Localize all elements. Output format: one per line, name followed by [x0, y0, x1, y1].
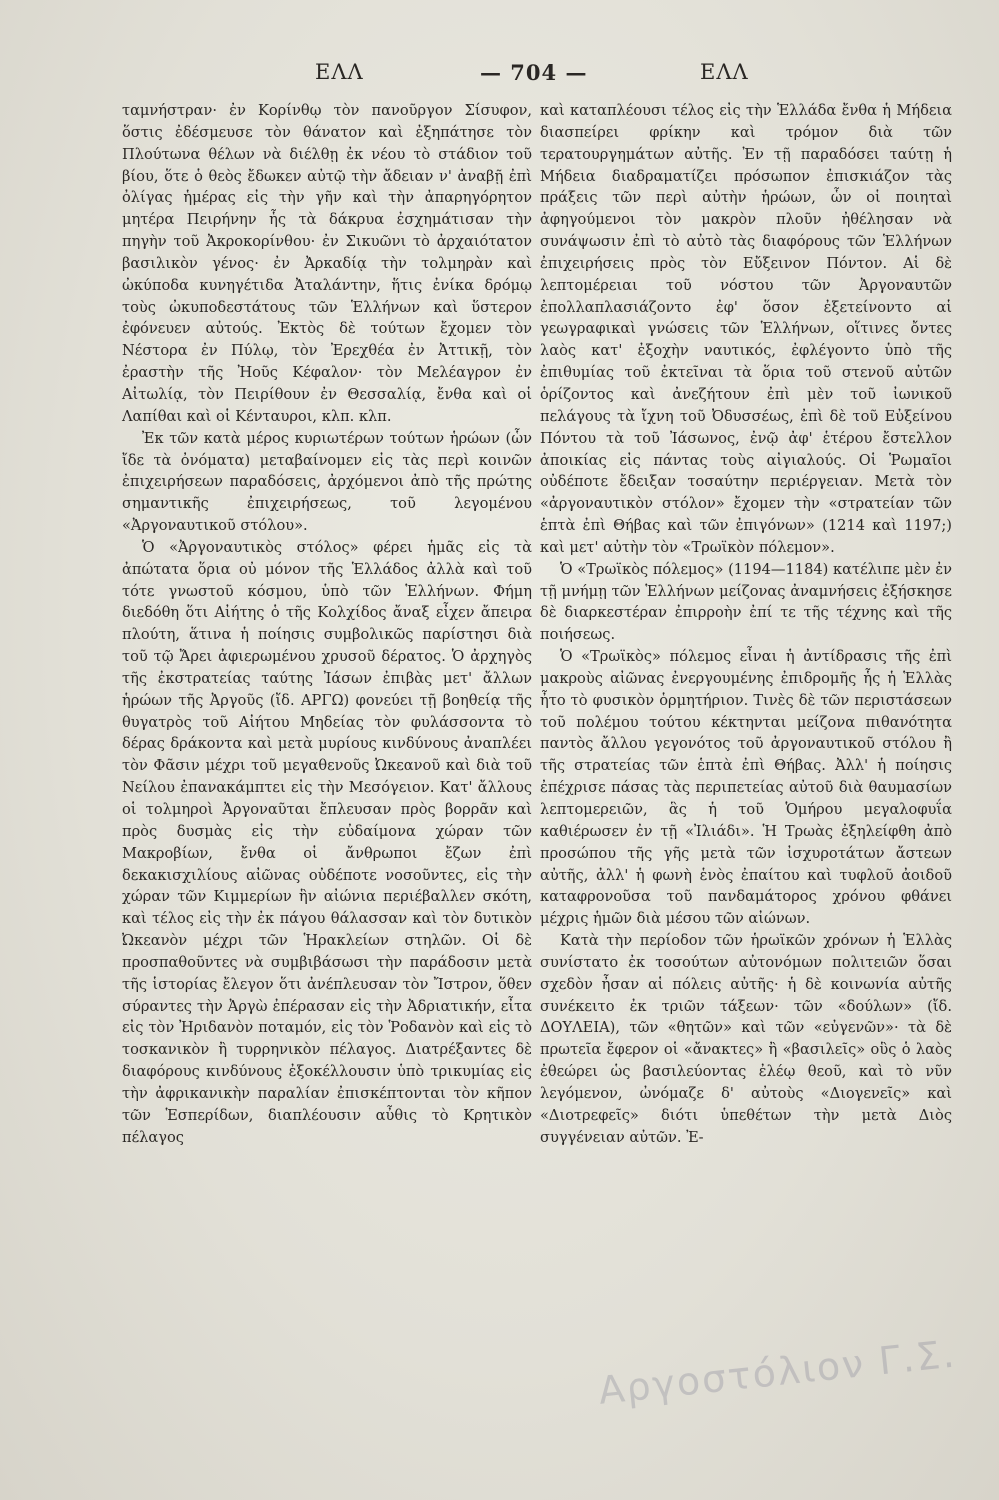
library-watermark: Αργοστόλιον Γ.Σ.: [596, 1331, 959, 1413]
right-paragraph-3: Ὁ «Τρωϊκὸς» πόλεμος εἶναι ἡ ἀντίδρασις τῆς ἐπὶ μακροὺς αἰῶνας ἐνεργουμένης ἐπιδρομῆς ἧς ἡ Ἑλλὰς ἦτο τὸ φυσικὸν ὁρμητήριον. Τινὲς δὲ τῶν περιστάσεων τοῦ πολέμου τούτου κέκτηνται μείζονα πιθανότητα παντὸς ἄλλου γεγονότος τοῦ ἀργοναυτικοῦ στόλου ἢ τῆς στρατείας τῶν ἑπτὰ ἐπὶ Θήβας. Ἀλλ' ἡ ποίησις ἐπέχρισε πάσας τὰς περιπετείας αὐτοῦ διὰ θαυμασίων λεπτομερειῶν, ἃς ἡ τοῦ Ὁμήρου μεγαλοφυΐα καθιέρωσεν ἐν τῇ «Ἰλιάδι». Ἡ Τρωὰς ἐξηλείφθη ἀπὸ προσώπου τῆς γῆς μετὰ τῶν ἰσχυροτάτων ἄστεων αὐτῆς, ἀλλ' ἡ φωνὴ ἑνὸς ἐπαίτου καὶ τυφλοῦ ἀοιδοῦ καταφρονοῦσα τοῦ πανδαμάτορος χρόνου φθάνει μέχρις ἡμῶν διὰ μέσου τῶν αἰώνων.: [540, 648, 952, 928]
right-paragraph-2: Ὁ «Τρωϊκὸς πόλεμος» (1194—1184) κατέλιπε μὲν ἐν τῇ μνήμῃ τῶν Ἑλλήνων μείζονας ἀναμνήσεις ἐξήσκησε δὲ διαρκεστέραν ἐπιρροὴν ἐπί τε τῆς τέχνης καὶ τῆς ποιήσεως.: [540, 560, 952, 644]
left-paragraph-2: Ἐκ τῶν κατὰ μέρος κυριωτέρων τούτων ἡρώων (ὧν ἴδε τὰ ὀνόματα) μεταβαίνομεν εἰς τὰς περὶ κοινῶν ἐπιχειρήσεων παραδόσεις, ἀρχόμενοι ἀπὸ τῆς πρώτης σημαντικῆς ἐπιχειρήσεως, τοῦ λεγομένου «Ἀργοναυτικοῦ στόλου».: [122, 429, 532, 535]
left-paragraph-3: Ὁ «Ἀργοναυτικὸς στόλος» φέρει ἡμᾶς εἰς τὰ ἀπώτατα ὅρια οὐ μόνον τῆς Ἑλλάδος ἀλλὰ καὶ τοῦ τότε γνωστοῦ κόσμου, ὑπὸ τῶν Ἑλλήνων. Φήμη διεδόθη ὅτι Αἰήτης ὁ τῆς Κολχίδος ἄναξ εἶχεν ἄπειρα πλούτη, ἅτινα ἡ ποίησις συμβολικῶς παρίστησι διὰ τοῦ τῷ Ἄρει ἀφιερωμένου χρυσοῦ δέρατος. Ὁ ἀρχηγὸς τῆς ἐκστρατείας ταύτης Ἰάσων ἐπιβὰς μετ' ἄλλων ἡρώων τῆς Ἀργοῦς (ἴδ. ΑΡΓΩ) φονεύει τῇ βοηθείᾳ τῆς θυγατρὸς τοῦ Αἰήτου Μηδείας τὸν φυλάσσοντα τὸ δέρας δράκοντα καὶ μετὰ μυρίους κινδύνους ἀναπλέει τὸν Φᾶσιν μέχρι τοῦ μεγαθενοῦς Ὠκεανοῦ καὶ διὰ τοῦ Νείλου ἐπανακάμπτει εἰς τὴν Μεσόγειον. Κατ' ἄλλους οἱ τολμηροὶ Ἀργοναῦται ἔπλευσαν πρὸς βορρᾶν καὶ πρὸς δυσμὰς εἰς τὴν εὐδαίμονα χώραν τῶν Μακροβίων, ἔνθα οἱ ἄνθρωποι ἔζων ἐπὶ δεκακισχιλίους αἰῶνας οὐδέποτε νοσοῦντες, εἰς τὴν χώραν τῶν Κιμμερίων ἣν αἰώνια περιέβαλλεν σκότη, καὶ τέλος εἰς τὴν ἐκ πάγου θάλασσαν καὶ τὸν δυτικὸν Ὠκεανὸν μέχρι τῶν Ἡρακλείων στηλῶν. Οἱ δὲ προσπαθοῦντες νὰ συμβιβάσωσι τὴν παράδοσιν μετὰ τῆς ἱστορίας ἔλεγον ὅτι ἀνέπλευσαν τὸν Ἴστρον, ὅθεν σύραντες τὴν Ἀργὼ ἐπέρασαν εἰς τὴν Ἀδριατικήν, εἶτα εἰς τὸν Ἠριδανὸν ποταμόν, εἰς τὸν Ῥοδανὸν καὶ εἰς τὸ τοσκανικὸν ἢ τυρρηνικὸν πέλαγος. Διατρέξαντες δὲ διαφόρους κινδύνους ἐξοκέλλουσιν ὑπὸ τρικυμίας εἰς τὴν ἀφρικανικὴν παραλίαν ἐπισκέπτονται τὸν κῆπον τῶν Ἑσπερίδων, διαπλέουσιν αὖθις τὸ Κρητικὸν πέλαγος: [122, 538, 532, 1146]
left-column: [122, 100, 532, 1149]
left-paragraph-1: ταμνήστραν· ἐν Κορίνθῳ τὸν πανοῦργον Σίσυφον, ὅστις ἐδέσμευσε τὸν θάνατον καὶ ἐξηπάτησε τὸν Πλούτωνα θέλων νὰ διέλθῃ ἐκ νέου τὸ στάδιον τοῦ βίου, ὅτε ὁ θεὸς ἔδωκεν αὐτῷ τὴν ἄδειαν ν' ἀναβῇ ἐπὶ ὀλίγας ἡμέρας εἰς τὴν γῆν καὶ τὴν ἀπαρηγόρητον μητέρα Πειρήνην ἧς τὰ δάκρυα ἐσχημάτισαν τὴν πηγὴν τοῦ Ἀκροκορίνθου· ἐν Σικυῶνι τὸ ἀρχαιότατον βασιλικὸν γένος· ἐν Ἀρκαδίᾳ τὴν τολμηρὰν καὶ ὠκύποδα κυνηγέτιδα Ἀταλάντην, ἥτις ἐνίκα δρόμῳ τοὺς ὠκυποδεστάτους τῶν Ἑλλήνων καὶ ὕστερον ἐφόνευεν αὐτούς. Ἐκτὸς δὲ τούτων ἔχομεν τὸν Νέστορα ἐν Πύλῳ, τὸν Ἐρεχθέα ἐν Ἀττικῇ, τὸν ἐραστὴν τῆς Ἠοῦς Κέφαλον· τὸν Μελέαγρον ἐν Αἰτωλίᾳ, τὸν Πειρίθουν ἐν Θεσσαλίᾳ, ἔνθα καὶ οἱ Λαπίθαι καὶ οἱ Κένταυροι, κλπ. κλπ.: [122, 102, 532, 425]
header-right-keyword: ΕΛΛ: [700, 60, 749, 84]
right-column: [540, 100, 952, 1149]
page-header: [110, 60, 940, 100]
right-paragraph-1: καὶ καταπλέουσι τέλος εἰς τὴν Ἑλλάδα ἔνθα ἡ Μήδεια διασπείρει φρίκην καὶ τρόμον διὰ τῶν τερατουργημάτων αὐτῆς. Ἐν τῇ παραδόσει ταύτῃ ἡ Μήδεια διαδραματίζει πρόσωπον ἐπισκιάζον τὰς πράξεις τῶν περὶ αὐτὴν ἡρώων, ὧν οἱ ποιηταὶ ἀφηγούμενοι τὸν μακρὸν πλοῦν ἠθέλησαν νὰ συνάψωσιν ἐπὶ τὸ αὐτὸ τὰς διαφόρους τῶν Ἑλλήνων ἐπιχειρήσεις πρὸς τὸν Εὔξεινον Πόντον. Αἱ δὲ λεπτομέρειαι τοῦ νόστου τῶν Ἀργοναυτῶν ἐπολλαπλασιάζοντο ἐφ' ὅσον ἐξετείνοντο αἱ γεωγραφικαὶ γνώσεις τῶν Ἑλλήνων, οἵτινες ὄντες λαὸς κατ' ἐξοχὴν ναυτικός, ἐφλέγοντο ὑπὸ τῆς ἐπιθυμίας τοῦ ἐκτεῖναι τὰ ὅρια τοῦ στενοῦ αὐτῶν ὁρίζοντος καὶ ἀνεζήτουν ἐπὶ μὲν τοῦ ἰωνικοῦ πελάγους τὰ ἴχνη τοῦ Ὀδυσσέως, ἐπὶ δὲ τοῦ Εὐξείνου Πόντου τὰ τοῦ Ἰάσωνος, ἐνῷ ἀφ' ἑτέρου ἔστελλον ἀποικίας εἰς πάντας τοὺς αἰγιαλούς. Οἱ Ῥωμαῖοι οὐδέποτε ἔδειξαν τοσαύτην περιέργειαν. Μετὰ τὸν «ἀργοναυτικὸν στόλον» ἔχομεν τὴν «στρατείαν τῶν ἑπτὰ ἐπὶ Θήβας καὶ τῶν ἐπιγόνων» (1214 καὶ 1197;) καὶ μετ' αὐτὴν τὸν «Τρωϊκὸν πόλεμον».: [540, 102, 952, 556]
right-paragraph-4: Κατὰ τὴν περίοδον τῶν ἡρωϊκῶν χρόνων ἡ Ἑλλὰς συνίστατο ἐκ τοσούτων αὐτονόμων πολιτειῶν ὅσαι σχεδὸν ἦσαν αἱ πόλεις αὐτῆς· ἡ δὲ κοινωνία αὐτῆς συνέκειτο ἐκ τριῶν τάξεων· τῶν «δούλων» (ἴδ. ΔΟΥΛΕΙΑ), τῶν «θητῶν» καὶ τῶν «εὐγενῶν»· τὰ δὲ πρωτεῖα ἔφερον οἱ «ἄνακτες» ἢ «βασιλεῖς» οὓς ὁ λαὸς ἐθεώρει ὡς βασιλεύοντας ἐλέῳ θεοῦ, καὶ τὸ νῦν λεγόμενον, ὠνόμαζε δ' αὐτοὺς «Διογενεῖς» καὶ «Διοτρεφεῖς» διότι ὑπεθέτων τὴν μετὰ Διὸς συγγένειαν αὐτῶν. Ἐ-: [540, 932, 952, 1146]
header-left-keyword: ΕΛΛ: [315, 60, 364, 84]
page-number: — 704 —: [480, 60, 588, 85]
